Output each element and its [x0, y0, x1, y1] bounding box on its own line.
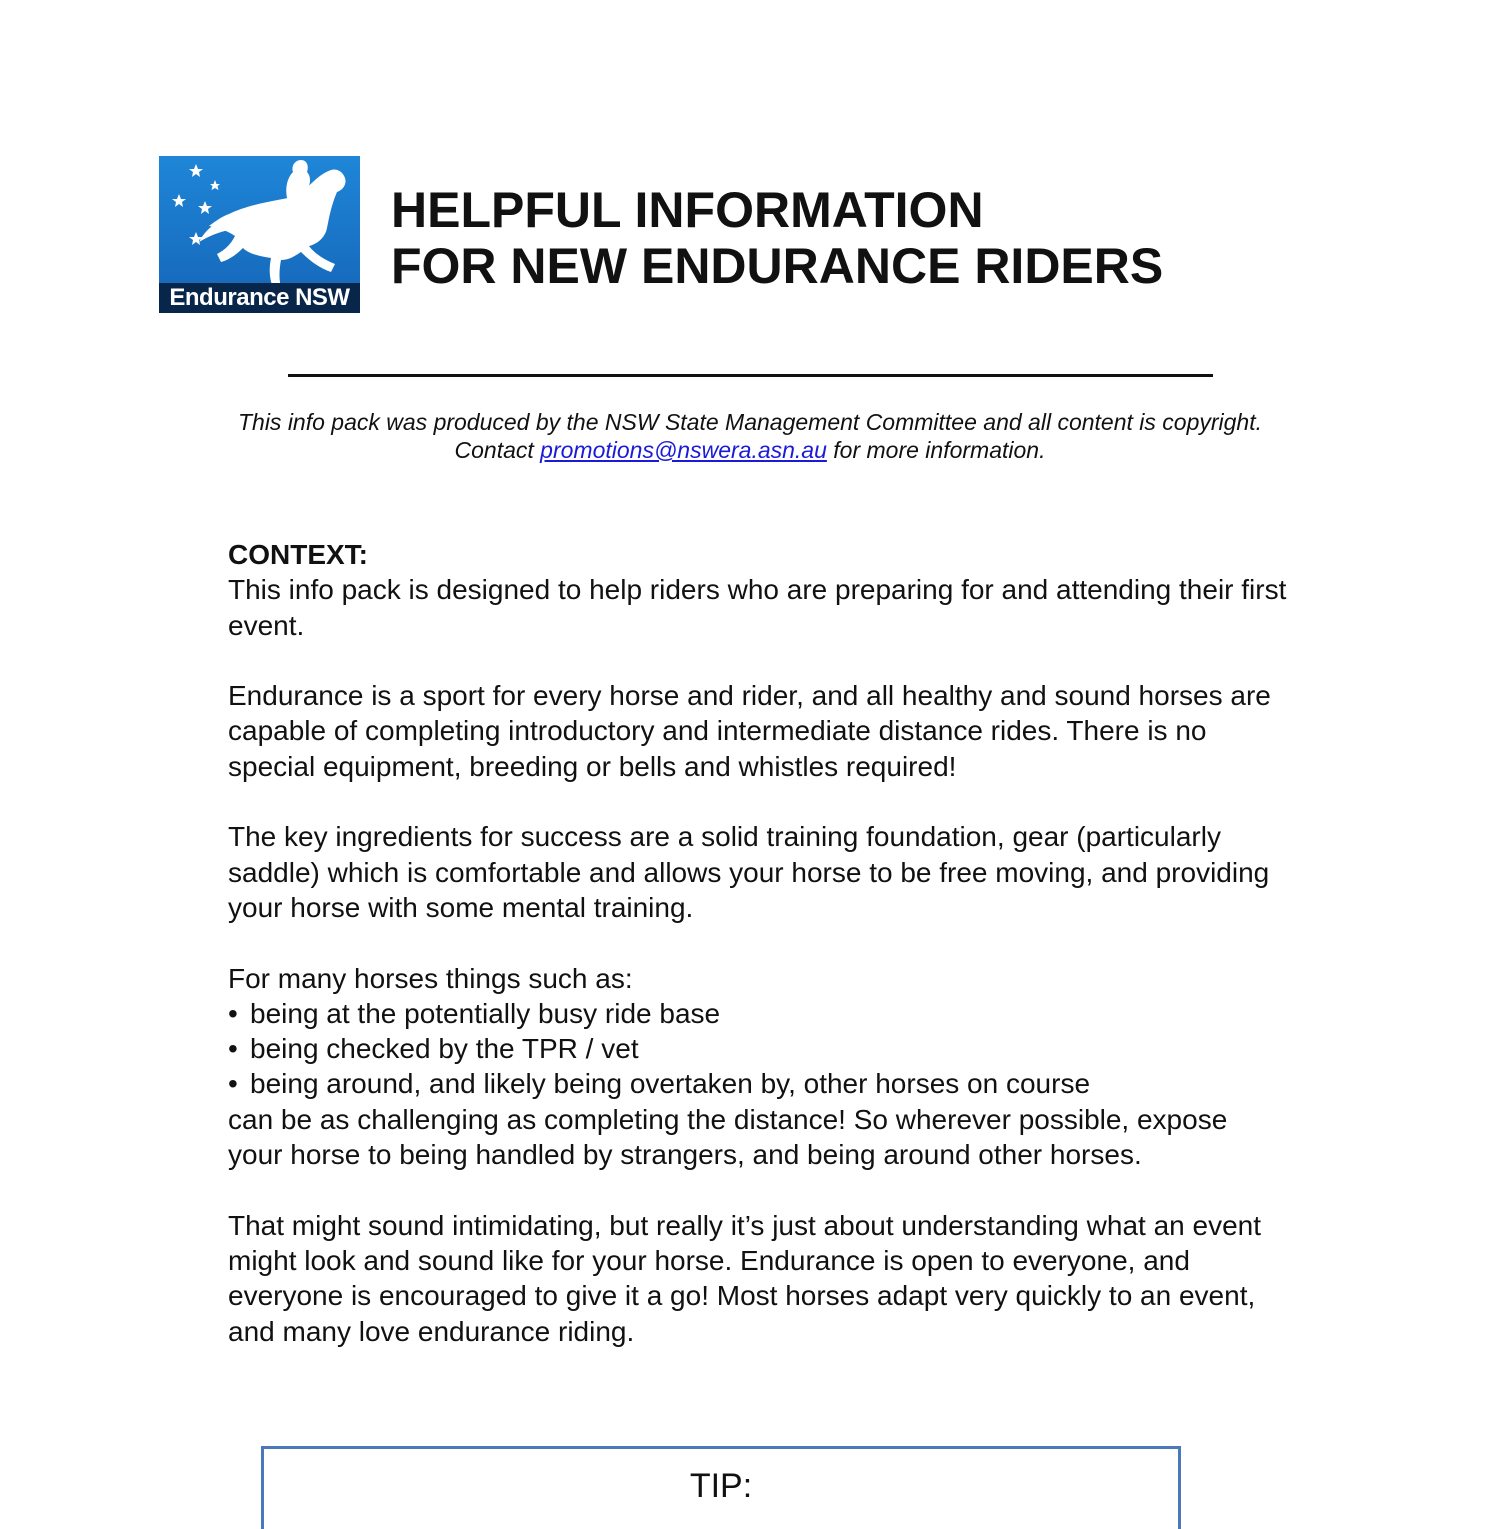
context-paragraph-5: That might sound intimidating, but really it’s just about understanding what an event might look and sound like for your horse. Endurance is open to everyone, and everyone is encouraged to give it a go! Most horses adapt very quickly to an event, and many love endurance riding.	[228, 1209, 1261, 1347]
context-paragraph-4-lead: For many horses things such as:	[228, 962, 633, 994]
list-item: • being around, and likely being overtaken by, other horses on course	[228, 1066, 1288, 1101]
context-paragraph-2: Endurance is a sport for every horse and rider, and all healthy and sound horses are capable of completing introductory and intermediate distance rides. There is no special equipment, breeding or bells and whistles required!	[228, 680, 1271, 782]
title-line-2: FOR NEW ENDURANCE RIDERS	[391, 238, 1164, 294]
contact-email-link[interactable]: promotions@nswera.asn.au	[540, 437, 827, 463]
title-divider	[288, 374, 1213, 377]
list-item: • being checked by the TPR / vet	[228, 1031, 1288, 1066]
endurance-nsw-logo	[159, 156, 360, 313]
challenges-list	[228, 996, 1288, 1102]
context-intro: This info pack is designed to help riders who are preparing for and attending their first event.	[228, 574, 1287, 641]
copyright-text-end: for more information.	[826, 437, 1046, 463]
context-heading: CONTEXT:	[228, 539, 368, 570]
page-title	[391, 182, 1163, 294]
tip-box	[261, 1446, 1181, 1529]
context-paragraph-3: The key ingredients for success are a solid training foundation, gear (particularly saddle) which is comfortable and allows your horse to be free moving, and providing your horse with some mental training.	[228, 821, 1270, 923]
logo-text: Endurance NSW	[159, 283, 360, 313]
copyright-note	[200, 408, 1300, 464]
title-line-1: HELPFUL INFORMATION	[391, 182, 984, 238]
list-item: • being at the potentially busy ride base	[228, 996, 1288, 1031]
copyright-text: This info pack was produced by the NSW State Management Committee and all content is copyright. Contact	[237, 409, 1262, 463]
tip-label: TIP:	[689, 1467, 753, 1505]
context-section	[228, 537, 1288, 1384]
context-paragraph-4-tail: can be as challenging as completing the distance! So wherever possible, expose your horse to being handled by strangers, and being around other horses.	[228, 1103, 1228, 1171]
